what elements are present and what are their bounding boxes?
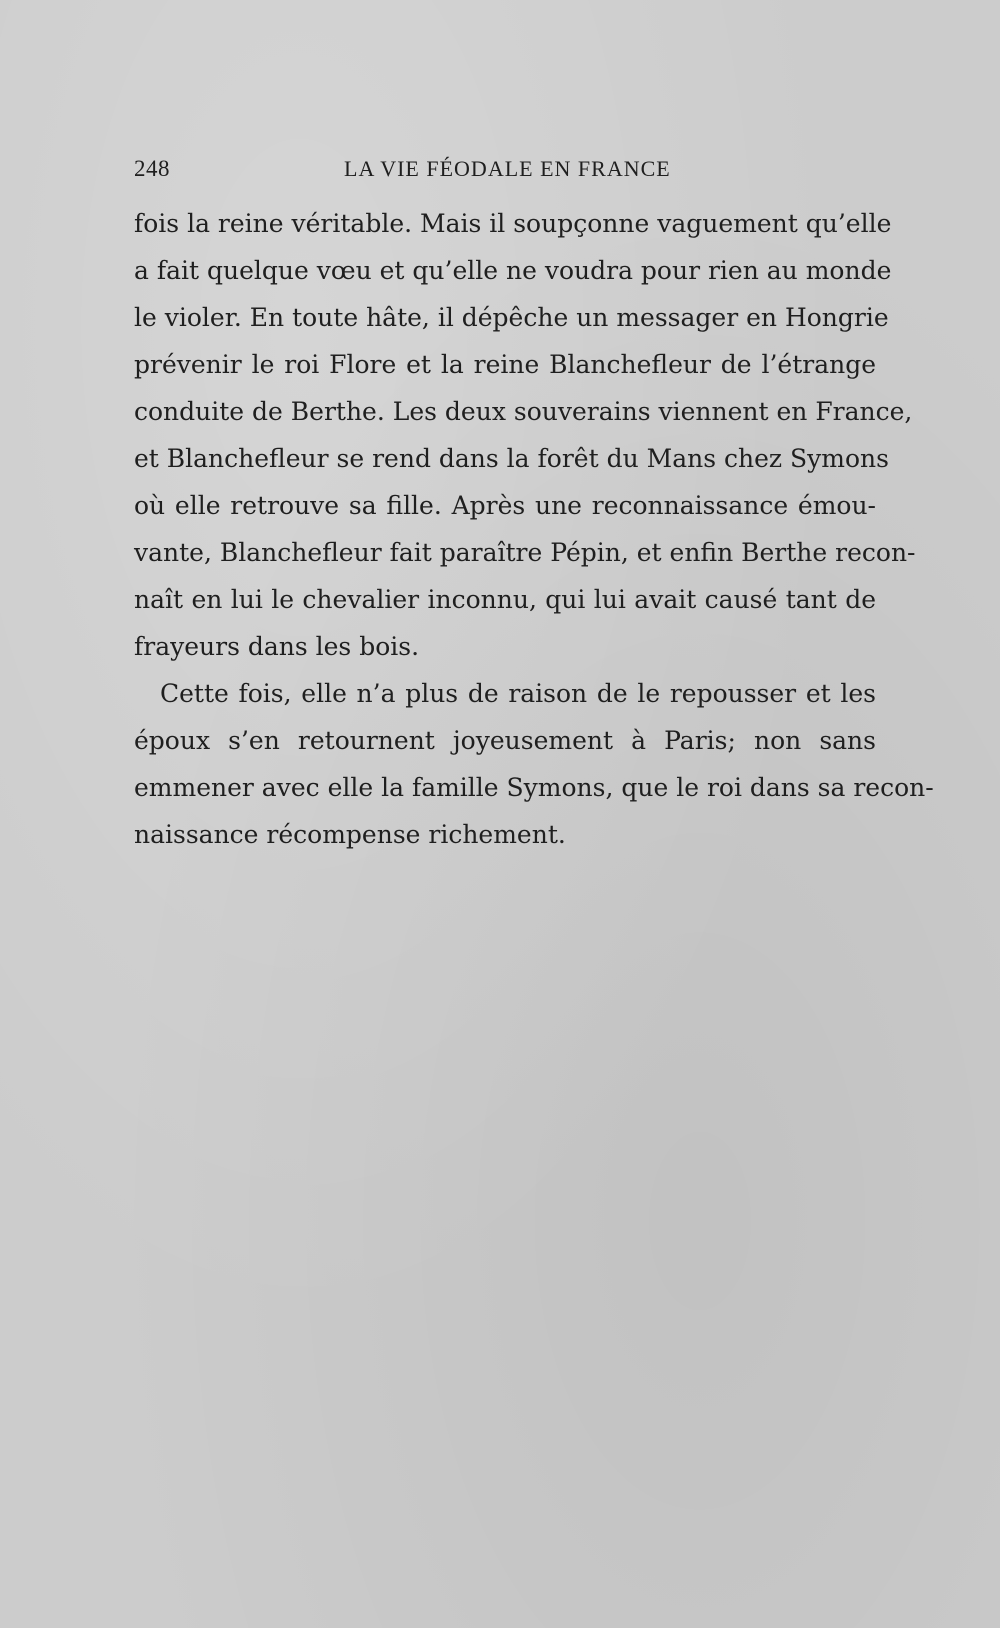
text-line: prévenir le roi Flore et la reine Blanchefleur de l’étrange xyxy=(134,350,876,379)
body-text xyxy=(134,200,934,858)
text-line: où elle retrouve sa fille. Après une reconnaissance émou- xyxy=(134,491,876,520)
text-line: Cette fois, elle n’a plus de raison de le repousser et les xyxy=(160,679,876,708)
text-line: a fait quelque vœu et qu’elle ne voudra pour rien au monde xyxy=(134,256,892,285)
text-line: frayeurs dans les bois. xyxy=(134,632,420,661)
paragraph-2 xyxy=(134,670,934,858)
text-line: fois la reine véritable. Mais il soupçonne vaguement qu’elle xyxy=(134,209,892,238)
text-line: emmener avec elle la famille Symons, que le roi dans sa recon- xyxy=(134,773,934,802)
text-line: époux s’en retournent joyeusement à Paris; non sans xyxy=(134,726,876,755)
text-line: naît en lui le chevalier inconnu, qui lui avait causé tant de xyxy=(134,585,876,614)
text-line: le violer. En toute hâte, il dépêche un messager en Hongrie xyxy=(134,303,889,332)
running-title: LA VIE FÉODALE EN FRANCE xyxy=(344,156,671,181)
text-line: naissance récompense richement. xyxy=(134,820,566,849)
text-line: vante, Blanchefleur fait paraître Pépin, et enfin Berthe recon- xyxy=(134,538,916,567)
text-line: et Blanchefleur se rend dans la forêt du Mans chez Symons xyxy=(134,444,889,473)
text-line: conduite de Berthe. Les deux souverains viennent en France, xyxy=(134,397,913,426)
paragraph-1 xyxy=(134,200,916,670)
running-head xyxy=(134,152,876,192)
page-number: 248 xyxy=(134,156,170,181)
